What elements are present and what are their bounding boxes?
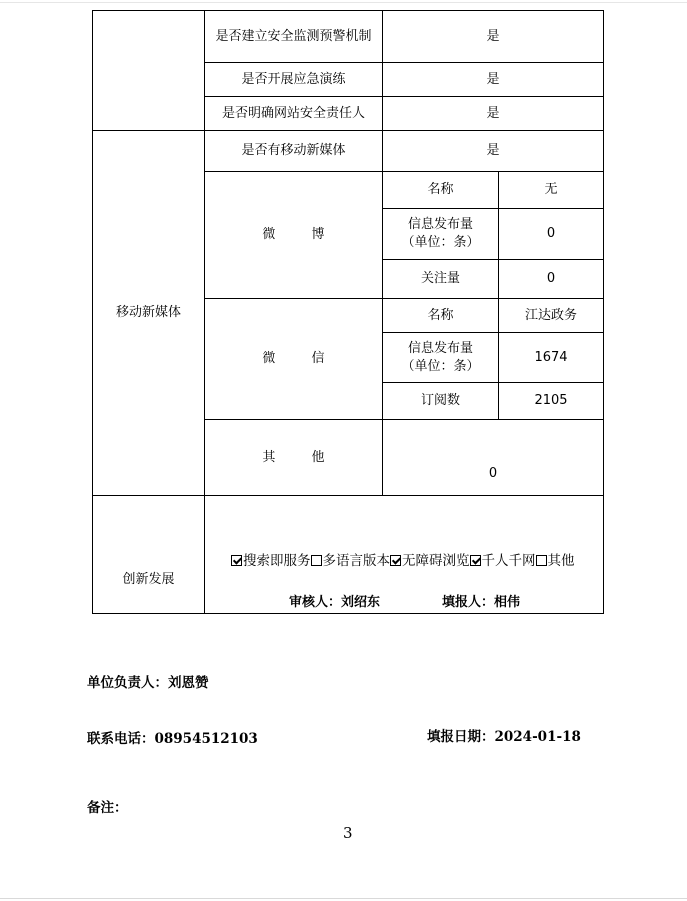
wechat-posts-label — [383, 333, 499, 383]
report-table — [92, 10, 604, 614]
mobile-media-section-label: 移动新媒体 — [93, 131, 205, 496]
wechat-subscribers-value: 2105 — [499, 383, 604, 420]
date-value: 2024-01-18 — [494, 729, 581, 745]
innovation-options — [231, 552, 575, 570]
unchecked-checkbox-icon[interactable] — [536, 555, 547, 566]
remarks-label: 备注： — [87, 800, 128, 816]
innovation-content-cell — [205, 496, 604, 614]
option-accessibility[interactable]: 无障碍浏览 — [390, 553, 470, 569]
unit-head-name: 刘恩赞 — [168, 675, 209, 691]
checked-checkbox-icon[interactable] — [470, 555, 481, 566]
fill-date: 填报日期：2024-01-18 — [427, 729, 581, 745]
weibo-followers-label: 关注量 — [383, 260, 499, 299]
wechat-posts-label-line1: 信息发布量 — [407, 340, 473, 356]
other-label: 其 他 — [205, 420, 383, 496]
checked-checkbox-icon[interactable] — [390, 555, 401, 566]
monitoring-label: 是否建立安全监测预警机制 — [205, 11, 383, 63]
unit-head: 单位负责人：刘恩赞 — [87, 675, 209, 691]
wechat-posts-label-line2: （单位：条） — [401, 358, 480, 374]
bottom-border-line — [0, 898, 687, 899]
weibo-posts-label-line2: （单位：条） — [401, 235, 480, 250]
weibo-name-label: 名称 — [383, 172, 499, 209]
weibo-name-value: 无 — [499, 172, 604, 209]
reviewer: 审核人：刘绍东 — [289, 595, 381, 610]
wechat-subscribers-label: 订阅数 — [383, 383, 499, 420]
phone-value: 08954512103 — [154, 731, 258, 747]
has-mobile-label: 是否有移动新媒体 — [205, 131, 383, 172]
wechat-name-label: 名称 — [383, 299, 499, 333]
filler: 填报人：相伟 — [442, 595, 521, 610]
filler-name: 相伟 — [494, 595, 521, 610]
top-border-line — [0, 2, 687, 3]
option-personalized[interactable]: 千人千网 — [470, 553, 536, 569]
checked-checkbox-icon[interactable] — [231, 555, 242, 566]
responsible-value: 是 — [383, 97, 604, 131]
weibo-posts-value: 0 — [499, 209, 604, 260]
other-value: 0 — [383, 420, 604, 496]
option-multilingual[interactable]: 多语言版本 — [311, 553, 391, 569]
monitoring-value: 是 — [383, 11, 604, 63]
responsible-label: 是否明确网站安全责任人 — [205, 97, 383, 131]
drill-label: 是否开展应急演练 — [205, 63, 383, 97]
reviewer-name: 刘绍东 — [341, 595, 381, 610]
drill-value: 是 — [383, 63, 604, 97]
wechat-posts-value: 1674 — [499, 333, 604, 383]
wechat-label: 微 信 — [205, 299, 383, 420]
unchecked-checkbox-icon[interactable] — [311, 555, 322, 566]
weibo-posts-label — [383, 209, 499, 260]
security-section-cell — [93, 11, 205, 131]
contact-phone: 联系电话：08954512103 — [87, 731, 258, 747]
page-number: 3 — [343, 824, 353, 842]
weibo-posts-label-line1: 信息发布量 — [407, 217, 473, 232]
weibo-followers-value: 0 — [499, 260, 604, 299]
wechat-name-value: 江达政务 — [499, 299, 604, 333]
innovation-section-label: 创新发展 — [93, 496, 205, 614]
has-mobile-value: 是 — [383, 131, 604, 172]
option-other[interactable]: 其他 — [536, 553, 575, 569]
option-search-service[interactable]: 搜索即服务 — [231, 553, 311, 569]
weibo-label: 微 博 — [205, 172, 383, 299]
